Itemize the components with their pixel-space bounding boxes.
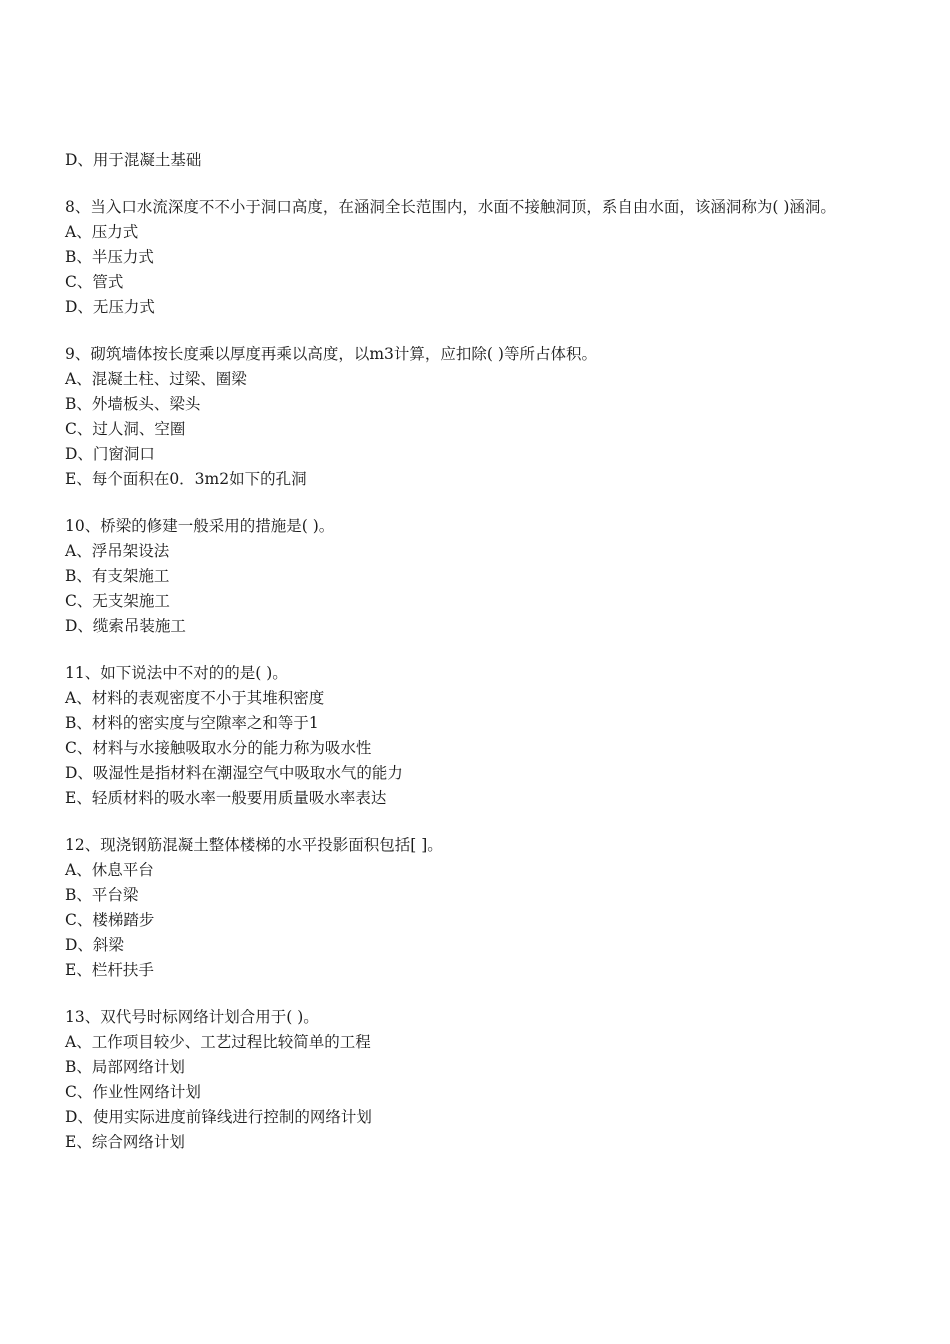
question-option: A、休息平台 bbox=[65, 861, 154, 879]
question-option: A、材料的表观密度不小于其堆积密度 bbox=[65, 689, 325, 707]
question-option: C、楼梯踏步 bbox=[65, 911, 155, 929]
question-option: C、管式 bbox=[65, 273, 124, 291]
question-option: D、门窗洞口 bbox=[65, 445, 155, 463]
question-option: D、无压力式 bbox=[65, 298, 155, 316]
question-stem: 8、当入口水流深度不不小于洞口高度，在涵洞全长范围内，水面不接触洞顶，系自由水面，该涵洞称为( )涵洞。 bbox=[65, 198, 836, 216]
question-option: B、外墙板头、梁头 bbox=[65, 395, 201, 413]
question-stem: 10、桥梁的修建一般采用的措施是( )。 bbox=[65, 517, 335, 535]
question-block bbox=[65, 195, 885, 320]
question-block bbox=[65, 1005, 885, 1155]
question-option: D、斜梁 bbox=[65, 936, 124, 954]
question-option: D、缆索吊装施工 bbox=[65, 617, 186, 635]
question-option: A、压力式 bbox=[65, 223, 139, 241]
question-block bbox=[65, 342, 885, 492]
question-option: B、半压力式 bbox=[65, 248, 154, 266]
question-option: C、材料与水接触吸取水分的能力称为吸水性 bbox=[65, 739, 372, 757]
question-option: A、工作项目较少、工艺过程比较简单的工程 bbox=[65, 1033, 371, 1051]
question-block bbox=[65, 514, 885, 639]
question-option: D、吸湿性是指材料在潮湿空气中吸取水气的能力 bbox=[65, 764, 403, 782]
question-stem: 11、如下说法中不对的的是( )。 bbox=[65, 664, 288, 682]
question-block bbox=[65, 833, 885, 983]
question-option: C、过人洞、空圈 bbox=[65, 420, 186, 438]
question-option: E、栏杆扶手 bbox=[65, 961, 154, 979]
leading-option: D、用于混凝土基础 bbox=[65, 151, 202, 169]
question-option: E、轻质材料的吸水率一般要用质量吸水率表达 bbox=[65, 789, 387, 807]
question-option: B、有支架施工 bbox=[65, 567, 170, 585]
question-option: B、材料的密实度与空隙率之和等于1 bbox=[65, 714, 319, 732]
question-option: B、局部网络计划 bbox=[65, 1058, 185, 1076]
question-stem: 12、现浇钢筋混凝土整体楼梯的水平投影面积包括[ ]。 bbox=[65, 836, 443, 854]
document-page bbox=[65, 148, 885, 1155]
question-option: C、无支架施工 bbox=[65, 592, 170, 610]
question-stem: 13、双代号时标网络计划合用于( )。 bbox=[65, 1008, 319, 1026]
question-option: A、混凝土柱、过梁、圈梁 bbox=[65, 370, 247, 388]
question-list bbox=[65, 195, 885, 1155]
question-option: A、浮吊架设法 bbox=[65, 542, 170, 560]
question-option: E、每个面积在0．3m2如下的孔洞 bbox=[65, 470, 307, 488]
question-option: D、使用实际进度前锋线进行控制的网络计划 bbox=[65, 1108, 372, 1126]
question-block bbox=[65, 661, 885, 811]
question-option: B、平台梁 bbox=[65, 886, 139, 904]
question-option: C、作业性网络计划 bbox=[65, 1083, 201, 1101]
question-option: E、综合网络计划 bbox=[65, 1133, 185, 1151]
question-stem: 9、砌筑墙体按长度乘以厚度再乘以高度，以m3计算，应扣除( )等所占体积。 bbox=[65, 345, 597, 363]
